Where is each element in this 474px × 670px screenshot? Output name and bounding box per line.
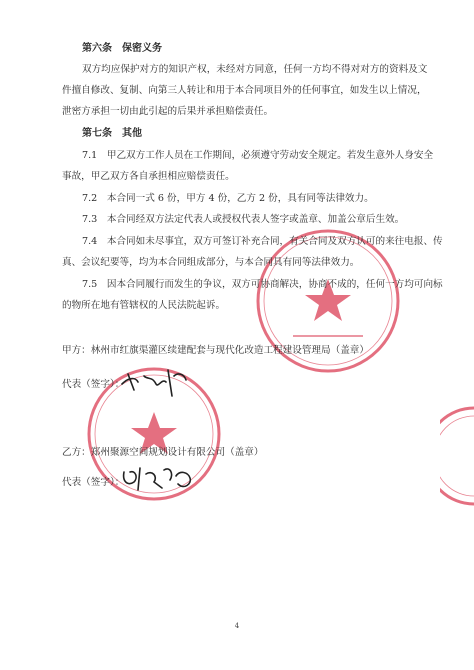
clause-7-2-line: 7.2 本合同一式 6 份，甲方 4 份，乙方 2 份，具有同等法律效力。	[82, 193, 374, 204]
party-a-label: 甲方：林州市红旗渠灌区续建配套与现代化改造工程建设管理局（盖章）	[62, 345, 369, 356]
party-b-label: 乙方：郑州聚源空间规划设计有限公司（盖章）	[62, 447, 264, 458]
clause-7-4-line: 真、会议纪要等，均为本合同组成部分，与本合同具有同等法律效力。	[62, 257, 360, 268]
cross-page-seal	[440, 404, 474, 508]
clause-7-4-line: 7.4 本合同如未尽事宜，双方可签订补充合同，有关合同及双方认可的来往电报、传	[82, 236, 443, 247]
article6-line: 泄密方承担一切由此引起的后果并承担赔偿责任。	[62, 106, 274, 117]
clause-7-1-line: 7.1 甲乙双方工作人员在工作期间，必须遵守劳动安全规定。若发生意外人身安全	[82, 150, 434, 161]
party-a-handwritten-signature	[118, 366, 190, 398]
page-number: 4	[234, 622, 240, 630]
clause-7-5-line: 7.5 因本合同履行而发生的争议，双方可协商解决，协商不成的，任何一方均可向标	[82, 279, 443, 290]
clause-7-5-line: 的物所在地有管辖权的人民法院起诉。	[62, 300, 226, 311]
article6-line: 件擅自修改、复制、向第三人转让和用于本合同项目外的任何事宜，如发生以上情况，	[62, 85, 427, 96]
article6-heading: 第六条 保密义务	[82, 43, 162, 54]
party-b-handwritten-signature	[118, 462, 198, 494]
party-b-rep-label: 代表（签字）：	[62, 477, 125, 488]
clause-7-3-line: 7.3 本合同经双方法定代表人或授权代表人签字或盖章、加盖公章后生效。	[82, 214, 405, 225]
party-a-rep-label: 代表（签字）：	[62, 379, 125, 390]
article7-heading: 第七条 其他	[82, 128, 142, 139]
article6-line: 双方均应保护对方的知识产权，未经对方同意，任何一方均不得对对方的资料及文	[82, 64, 428, 75]
clause-7-1-line: 事故，甲乙双方各自承担相应赔偿责任。	[62, 171, 235, 182]
